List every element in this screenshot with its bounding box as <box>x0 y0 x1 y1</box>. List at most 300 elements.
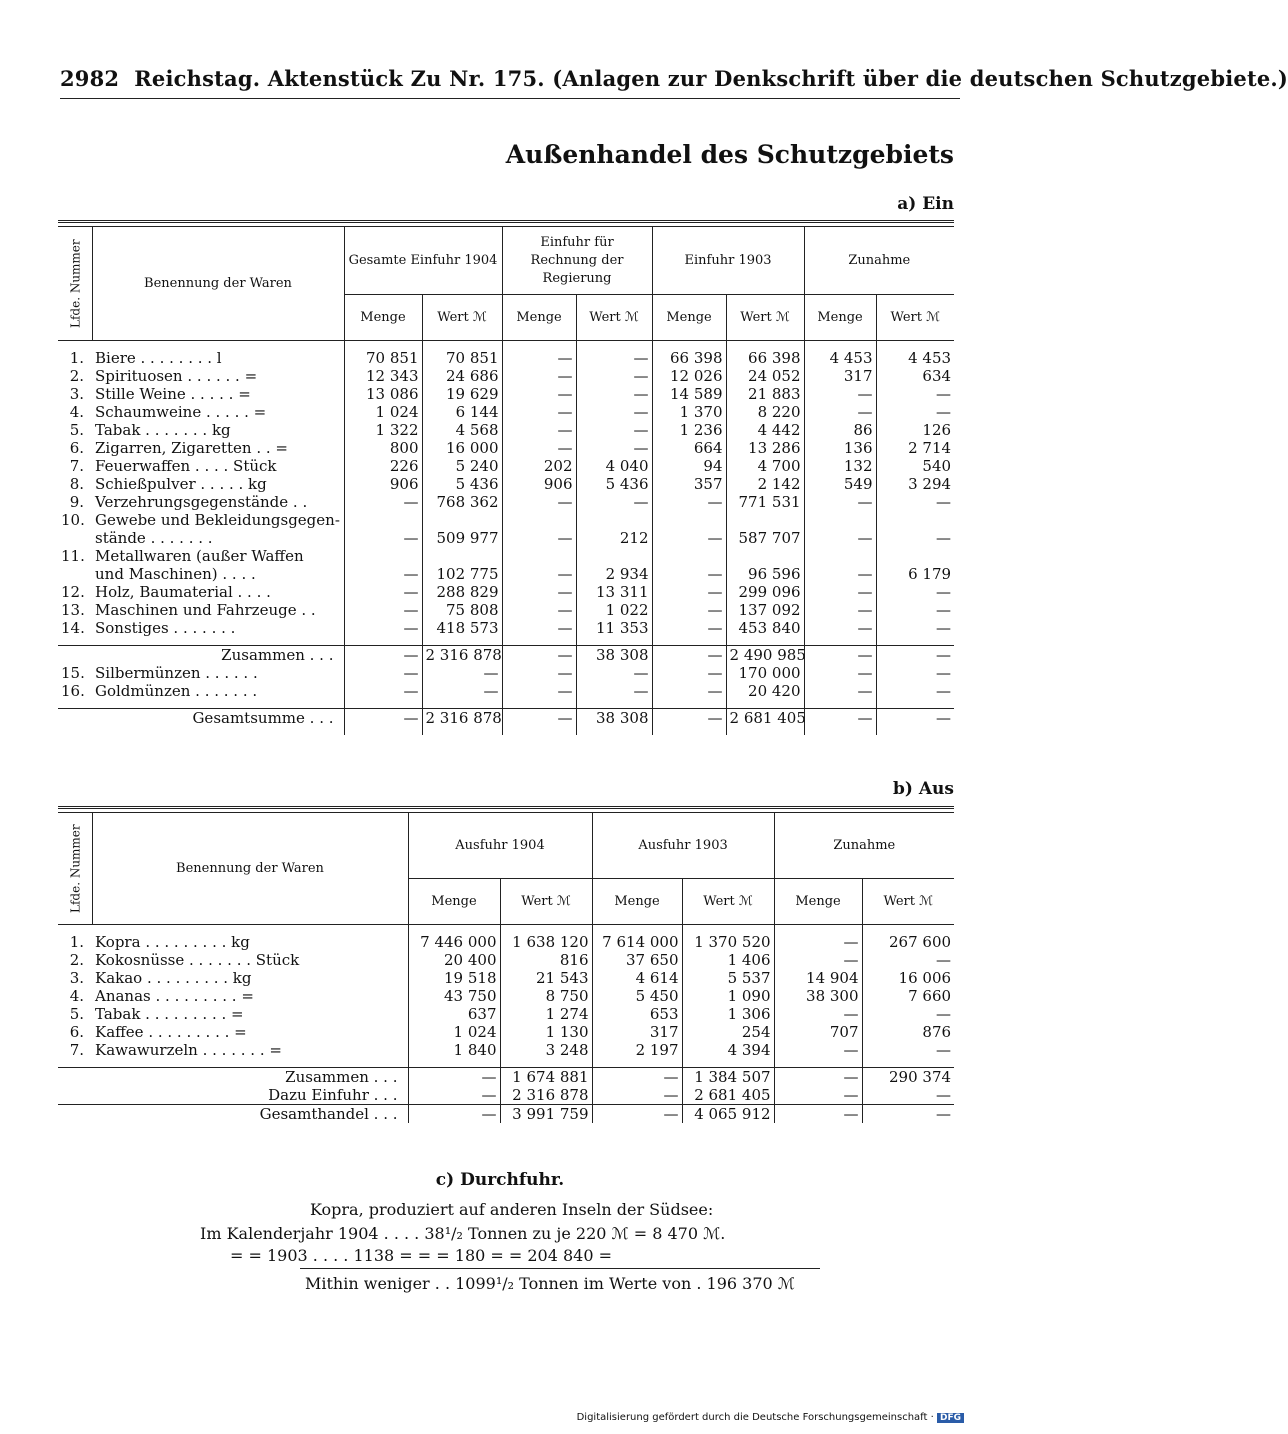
row-value: — <box>652 583 726 601</box>
row-name: Sonstiges . . . . . . . <box>95 619 236 637</box>
spacer-cell <box>408 925 500 934</box>
menge-header: Menge <box>408 879 500 925</box>
row-value: 2 142 <box>726 475 804 493</box>
row-number: 3. <box>69 969 84 987</box>
row-value: 4 453 <box>876 349 954 367</box>
row-value: 13 086 <box>344 385 422 403</box>
row-value: — <box>502 709 576 728</box>
row-value: 16 006 <box>862 969 954 987</box>
row-number <box>58 529 92 547</box>
spacer-cell <box>876 341 954 350</box>
spacer-cell <box>652 637 726 646</box>
table-row <box>58 933 954 951</box>
row-value: 1 384 507 <box>682 1068 774 1087</box>
row-value: — <box>422 664 502 682</box>
row-value: 816 <box>500 951 592 969</box>
spacer-cell <box>576 341 652 350</box>
table-row <box>58 987 954 1005</box>
row-name: Spirituosen . . . . . . = <box>95 367 258 385</box>
row-value: — <box>774 1105 862 1124</box>
row-value: 1 406 <box>682 951 774 969</box>
row-value: 267 600 <box>862 933 954 951</box>
row-spacer <box>58 1059 954 1068</box>
row-label: Gesamtsumme . . . <box>192 709 334 727</box>
row-value: — <box>774 1086 862 1105</box>
row-number: 12. <box>61 583 85 601</box>
row-value: 38 300 <box>774 987 862 1005</box>
row-value: 2 934 <box>576 565 652 583</box>
row-value: 1 236 <box>652 421 726 439</box>
row-value: — <box>344 583 422 601</box>
row-value: 1 024 <box>344 403 422 421</box>
spacer-cell <box>502 700 576 709</box>
wert-header: Wert ℳ <box>862 879 954 925</box>
row-value: 37 650 <box>592 951 682 969</box>
row-value: — <box>422 682 502 700</box>
spacer-cell <box>876 637 954 646</box>
row-name: Biere . . . . . . . . l <box>95 349 222 367</box>
row-value: — <box>804 709 876 728</box>
lfd-nr-header: Lfde. Nummer <box>58 813 92 925</box>
row-number: 6. <box>69 439 84 457</box>
row-name: Kokosnüsse . . . . . . . Stück <box>95 951 300 969</box>
row-number: 15. <box>61 664 85 682</box>
row-value: — <box>862 1105 954 1124</box>
row-value: — <box>804 385 876 403</box>
spacer-cell <box>58 341 92 350</box>
row-value: 509 977 <box>422 529 502 547</box>
zunahme-header: Zunahme <box>804 227 954 295</box>
row-value: — <box>652 646 726 665</box>
row-value: — <box>804 619 876 637</box>
table-row <box>58 475 954 493</box>
row-value: 317 <box>804 367 876 385</box>
row-value: 453 840 <box>726 619 804 637</box>
row-value: 202 <box>502 457 576 475</box>
row-value: — <box>344 565 422 583</box>
table-row <box>58 1005 954 1023</box>
row-value: 707 <box>774 1023 862 1041</box>
row-value: 3 991 759 <box>500 1105 592 1124</box>
row-value: — <box>652 601 726 619</box>
row-name: Kaffee . . . . . . . . . = <box>95 1023 247 1041</box>
row-value: 21 543 <box>500 969 592 987</box>
row-number: 11. <box>61 547 85 565</box>
row-value: — <box>502 385 576 403</box>
row-value: 317 <box>592 1023 682 1041</box>
table-row <box>58 493 954 511</box>
spacer-cell <box>592 1059 682 1068</box>
row-value: 94 <box>652 457 726 475</box>
row-name: Schießpulver . . . . . kg <box>95 475 267 493</box>
row-number: 6. <box>69 1023 84 1041</box>
row-value: 768 362 <box>422 493 502 511</box>
row-value: — <box>344 601 422 619</box>
spacer-cell <box>422 700 502 709</box>
page-header <box>60 66 1288 91</box>
row-value: 212 <box>576 529 652 547</box>
row-value: 357 <box>652 475 726 493</box>
row-value: 24 686 <box>422 367 502 385</box>
footer <box>577 1412 964 1423</box>
header-text: Reichstag. Aktenstück Zu Nr. 175. (Anlagen zur Denkschrift über die deutschen Schutzgebiete.) <box>134 66 1288 91</box>
row-value: — <box>876 529 954 547</box>
spacer-cell <box>502 341 576 350</box>
spacer-cell <box>862 925 954 934</box>
row-value: — <box>774 951 862 969</box>
row-value: — <box>876 385 954 403</box>
row-name: Verzehrungsgegenstände . . <box>95 493 308 511</box>
row-value: — <box>502 682 576 700</box>
row-spacer <box>58 925 954 934</box>
spacer-cell <box>726 637 804 646</box>
benennung-header: Benennung der Waren <box>92 813 408 925</box>
spacer-cell <box>344 727 422 735</box>
spacer-cell <box>576 700 652 709</box>
table-row <box>58 385 954 403</box>
row-name: Tabak . . . . . . . . . = <box>95 1005 244 1023</box>
row-name: Goldmünzen . . . . . . . <box>95 682 258 700</box>
table-row <box>58 457 954 475</box>
spacer-cell <box>58 727 92 735</box>
row-value: 906 <box>344 475 422 493</box>
lfd-nr-header: Lfde. Nummer <box>58 227 92 341</box>
ausfuhr-1904-header: Ausfuhr 1904 <box>408 813 592 879</box>
table-row <box>58 1023 954 1041</box>
row-value: 800 <box>344 439 422 457</box>
row-value: — <box>804 583 876 601</box>
menge-header: Menge <box>502 295 576 341</box>
row-value: 86 <box>804 421 876 439</box>
row-value: 7 660 <box>862 987 954 1005</box>
row-value: — <box>502 403 576 421</box>
table-row <box>58 439 954 457</box>
row-value: — <box>408 1105 500 1124</box>
row-value: 3 294 <box>876 475 954 493</box>
row-value: — <box>502 421 576 439</box>
row-value: 6 179 <box>876 565 954 583</box>
row-value: 6 144 <box>422 403 502 421</box>
row-value: — <box>876 583 954 601</box>
row-value: — <box>592 1105 682 1124</box>
row-name: Kopra . . . . . . . . . kg <box>95 933 250 951</box>
spacer-cell <box>876 727 954 735</box>
spacer-cell <box>804 341 876 350</box>
header-rule <box>60 98 960 99</box>
spacer-cell <box>92 700 344 709</box>
row-spacer <box>58 341 954 350</box>
durchfuhr-rule <box>300 1268 820 1269</box>
spacer-cell <box>592 925 682 934</box>
row-value <box>502 511 576 529</box>
row-value: 1 840 <box>408 1041 500 1059</box>
row-value: — <box>652 709 726 728</box>
row-value: 2 490 985 <box>726 646 804 665</box>
row-value: 96 596 <box>726 565 804 583</box>
row-value: 540 <box>876 457 954 475</box>
row-number: 3. <box>69 385 84 403</box>
einfuhr-1903-header: Einfuhr 1903 <box>652 227 804 295</box>
ausfuhr-1903-header: Ausfuhr 1903 <box>592 813 774 879</box>
row-value: 20 400 <box>408 951 500 969</box>
row-value <box>726 547 804 565</box>
gesamte-einfuhr-1904-header: Gesamte Einfuhr 1904 <box>344 227 502 295</box>
row-value: 1 022 <box>576 601 652 619</box>
row-value: 170 000 <box>726 664 804 682</box>
row-value: 13 286 <box>726 439 804 457</box>
row-value: 24 052 <box>726 367 804 385</box>
menge-header: Menge <box>774 879 862 925</box>
durchfuhr-result: Mithin weniger . . 1099¹/₂ Tonnen im Werte von . 196 370 ℳ <box>305 1274 795 1293</box>
table-row <box>58 682 954 700</box>
row-value: — <box>576 349 652 367</box>
row-value: 4 614 <box>592 969 682 987</box>
row-value: — <box>344 682 422 700</box>
row-value: — <box>876 646 954 665</box>
row-value: 2 316 878 <box>500 1086 592 1105</box>
row-value: — <box>502 493 576 511</box>
row-value: — <box>592 1068 682 1087</box>
spacer-cell <box>92 341 344 350</box>
row-value: 43 750 <box>408 987 500 1005</box>
spacer-cell <box>422 637 502 646</box>
row-value: 2 681 405 <box>682 1086 774 1105</box>
spacer-cell <box>422 341 502 350</box>
row-number: 5. <box>69 1005 84 1023</box>
spacer-cell <box>652 727 726 735</box>
row-value: — <box>804 565 876 583</box>
row-value: — <box>576 403 652 421</box>
spacer-cell <box>726 700 804 709</box>
row-value: 2 681 405 <box>726 709 804 728</box>
row-name: Holz, Baumaterial . . . . <box>95 583 271 601</box>
row-value: 8 220 <box>726 403 804 421</box>
row-value: 587 707 <box>726 529 804 547</box>
row-number: 9. <box>69 493 84 511</box>
row-value: 906 <box>502 475 576 493</box>
durchfuhr-line-1904: Im Kalenderjahr 1904 . . . . 38¹/₂ Tonnen zu je 220 ℳ = 8 470 ℳ. <box>200 1224 726 1243</box>
dazu-einfuhr-row <box>58 1086 954 1105</box>
row-value: — <box>408 1086 500 1105</box>
row-value: 5 436 <box>576 475 652 493</box>
row-value: 418 573 <box>422 619 502 637</box>
section-b-label: b) Aus <box>893 779 954 799</box>
row-label: Gesamthandel . . . <box>259 1105 398 1123</box>
row-value: 5 450 <box>592 987 682 1005</box>
row-value: — <box>804 493 876 511</box>
row-value <box>344 511 422 529</box>
row-value: 12 343 <box>344 367 422 385</box>
row-value: 664 <box>652 439 726 457</box>
table-row <box>58 601 954 619</box>
row-value: 70 851 <box>422 349 502 367</box>
dfg-logo: DFG <box>937 1413 964 1423</box>
row-name: Ananas . . . . . . . . . = <box>95 987 254 1005</box>
row-value <box>344 547 422 565</box>
row-value: 7 446 000 <box>408 933 500 951</box>
table-row <box>58 583 954 601</box>
row-value: 1 090 <box>682 987 774 1005</box>
row-value: — <box>344 709 422 728</box>
gesamthandel-row <box>58 1105 954 1124</box>
row-value <box>876 511 954 529</box>
row-value: 1 130 <box>500 1023 592 1041</box>
spacer-cell <box>652 700 726 709</box>
row-value: 8 750 <box>500 987 592 1005</box>
table-row <box>58 619 954 637</box>
import-table <box>58 226 954 735</box>
table-row <box>58 421 954 439</box>
row-value: — <box>502 646 576 665</box>
row-value: 21 883 <box>726 385 804 403</box>
row-name: Silbermünzen . . . . . . <box>95 664 258 682</box>
spacer-cell <box>92 727 344 735</box>
row-value: — <box>502 439 576 457</box>
gesamtsumme-row <box>58 709 954 728</box>
row-value: — <box>502 367 576 385</box>
spacer-cell <box>502 637 576 646</box>
row-value: 14 589 <box>652 385 726 403</box>
row-number: 16. <box>61 682 85 700</box>
row-name: Maschinen und Fahrzeuge . . <box>95 601 316 619</box>
row-value <box>652 511 726 529</box>
row-value: 102 775 <box>422 565 502 583</box>
row-name: Kakao . . . . . . . . . kg <box>95 969 252 987</box>
row-value: 2 316 878 <box>422 709 502 728</box>
row-value: — <box>576 493 652 511</box>
spacer-cell <box>774 1059 862 1068</box>
row-value: 1 306 <box>682 1005 774 1023</box>
row-value: — <box>876 619 954 637</box>
row-value: 1 274 <box>500 1005 592 1023</box>
zusammen-row <box>58 646 954 665</box>
row-value: 132 <box>804 457 876 475</box>
wert-header: Wert ℳ <box>876 295 954 341</box>
row-number: 5. <box>69 421 84 439</box>
row-value: 19 518 <box>408 969 500 987</box>
row-value: — <box>502 664 576 682</box>
row-value: — <box>774 933 862 951</box>
row-value: — <box>576 421 652 439</box>
wert-header: Wert ℳ <box>726 295 804 341</box>
table-row <box>58 529 954 547</box>
row-value: — <box>876 403 954 421</box>
row-value: 136 <box>804 439 876 457</box>
export-table <box>58 812 954 1123</box>
row-spacer <box>58 637 954 646</box>
menge-header: Menge <box>804 295 876 341</box>
row-value: 653 <box>592 1005 682 1023</box>
row-value: 75 808 <box>422 601 502 619</box>
row-value: 4 065 912 <box>682 1105 774 1124</box>
row-name: Zigarren, Zigaretten . . = <box>95 439 288 457</box>
wert-header: Wert ℳ <box>682 879 774 925</box>
table-row <box>58 969 954 987</box>
row-value <box>726 511 804 529</box>
row-value: — <box>876 493 954 511</box>
row-value: 4 394 <box>682 1041 774 1059</box>
row-value: — <box>862 1086 954 1105</box>
row-value: 66 398 <box>726 349 804 367</box>
row-value: 38 308 <box>576 709 652 728</box>
row-value: 126 <box>876 421 954 439</box>
row-value <box>652 547 726 565</box>
row-name: Schaumweine . . . . . = <box>95 403 267 421</box>
row-value: 7 614 000 <box>592 933 682 951</box>
row-value: 1 370 <box>652 403 726 421</box>
row-value: — <box>876 682 954 700</box>
page-number: 2982 <box>60 66 120 91</box>
row-value: — <box>774 1041 862 1059</box>
spacer-cell <box>344 637 422 646</box>
row-number: 10. <box>61 511 85 529</box>
spacer-cell <box>92 637 344 646</box>
row-value: 12 026 <box>652 367 726 385</box>
zusammen-row <box>58 1068 954 1087</box>
row-value <box>576 511 652 529</box>
row-number: 7. <box>69 457 84 475</box>
row-value: 771 531 <box>726 493 804 511</box>
row-value: — <box>576 385 652 403</box>
row-value: — <box>344 664 422 682</box>
menge-header: Menge <box>592 879 682 925</box>
row-value <box>804 511 876 529</box>
row-name: Gewebe und Bekleidungsgegen- <box>95 511 340 529</box>
row-value: 5 240 <box>422 457 502 475</box>
spacer-cell <box>804 637 876 646</box>
spacer-cell <box>804 727 876 735</box>
row-value: 14 904 <box>774 969 862 987</box>
row-value: — <box>862 1005 954 1023</box>
spacer-cell <box>58 700 92 709</box>
durchfuhr-line-1903: = = 1903 . . . . 1138 = = = 180 = = 204 840 = <box>230 1246 613 1265</box>
row-value: 13 311 <box>576 583 652 601</box>
row-value: 4 040 <box>576 457 652 475</box>
table-row <box>58 511 954 529</box>
row-value: 137 092 <box>726 601 804 619</box>
table-row <box>58 547 954 565</box>
table-row <box>58 1041 954 1059</box>
row-number: 2. <box>69 367 84 385</box>
section-a-label: a) Ein <box>897 194 954 214</box>
row-value: — <box>344 619 422 637</box>
table-row <box>58 565 954 583</box>
table-row <box>58 403 954 421</box>
row-value: — <box>876 601 954 619</box>
row-label: Dazu Einfuhr . . . <box>268 1086 398 1104</box>
spacer-cell <box>876 700 954 709</box>
row-number: 8. <box>69 475 84 493</box>
spacer-cell <box>804 700 876 709</box>
row-value: — <box>576 664 652 682</box>
row-value: 4 568 <box>422 421 502 439</box>
row-value: — <box>876 709 954 728</box>
row-value: 4 442 <box>726 421 804 439</box>
row-value: 20 420 <box>726 682 804 700</box>
row-number: 1. <box>69 349 84 367</box>
row-value: — <box>804 646 876 665</box>
row-value: 1 024 <box>408 1023 500 1041</box>
row-value: 299 096 <box>726 583 804 601</box>
row-value: — <box>502 619 576 637</box>
spacer-cell <box>422 727 502 735</box>
row-value: — <box>862 1041 954 1059</box>
table-row <box>58 951 954 969</box>
row-name: Stille Weine . . . . . = <box>95 385 251 403</box>
row-value: 3 248 <box>500 1041 592 1059</box>
row-number <box>58 565 92 583</box>
row-value <box>502 547 576 565</box>
